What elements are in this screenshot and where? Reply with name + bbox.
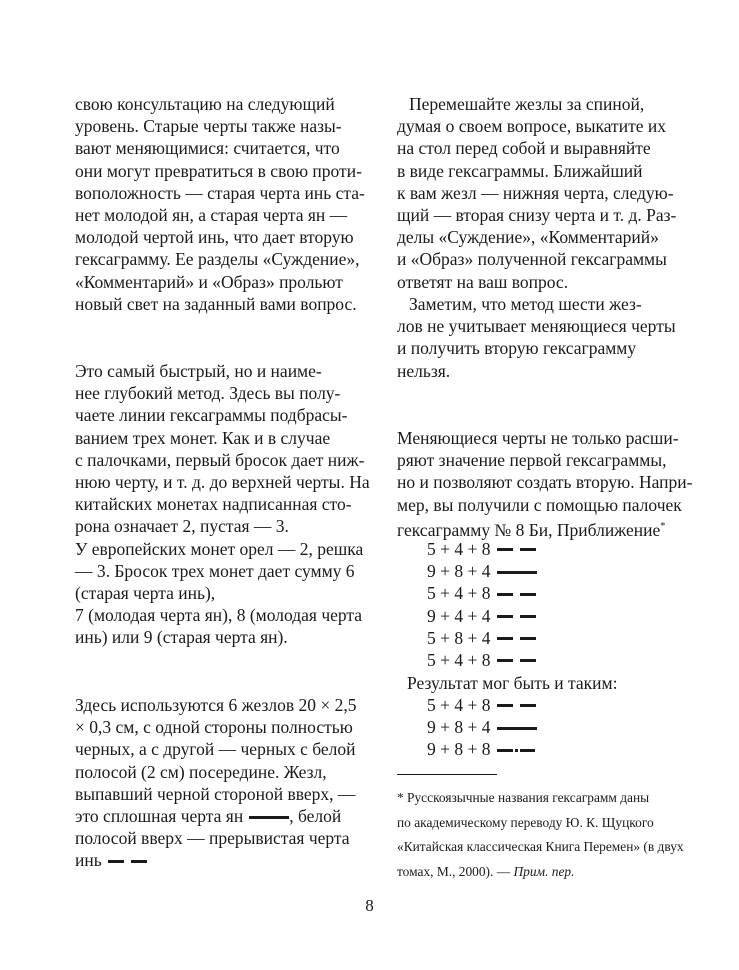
text-line: чаете линии гексаграммы подбрасы-: [75, 405, 348, 426]
old-yin-line-symbol: [497, 738, 535, 760]
yin-line-symbol: [497, 538, 536, 560]
text-line: делы «Суждение», «Комментарий»: [397, 227, 659, 248]
yang-line-symbol: [249, 805, 289, 827]
text-line: воположность — старая черта инь ста-: [75, 182, 365, 203]
text-line: к вам жезл — нижняя черта, следую-: [397, 182, 674, 203]
page-number: 8: [365, 896, 374, 915]
yang-line-tail: , белой: [289, 806, 342, 827]
hexagram-row: [427, 560, 537, 582]
text-line: «Комментарий» и «Образ» прольют: [75, 271, 343, 292]
text-line: выпавший черной стороной вверх, —: [75, 783, 356, 804]
yang-line-symbol: [497, 560, 537, 582]
text-line: гексаграмму. Ее разделы «Суждение»,: [75, 249, 360, 270]
hexagram-row: [427, 716, 537, 738]
text-line: думая о своем вопросе, выкатите их: [397, 116, 666, 137]
text-line: свою консультацию на следующий: [75, 94, 335, 114]
yin-line-symbol: [497, 582, 536, 604]
text-line: нее глубокий метод. Здесь вы полу-: [75, 383, 341, 404]
text-line: Это самый быстрый, но и наиме-: [75, 361, 322, 381]
text-line: но и позволяют создать вторую. Напри-: [397, 472, 693, 493]
text-line: китайских монетах надписанная сто-: [75, 494, 352, 515]
text-line: черных, а с другой — черных с белой: [75, 739, 356, 760]
coin-sum: 9 + 8 + 4: [427, 561, 491, 582]
yang-line-symbol: [497, 716, 537, 738]
text-line: Перемешайте жезлы за спиной,: [409, 94, 645, 114]
hexagram-row: [427, 738, 535, 760]
right-paragraph-3: [397, 427, 697, 541]
hexagram-8-text: гексаграмму № 8 Би, Приближение: [397, 519, 661, 540]
yin-line-symbol: [497, 694, 536, 716]
right-paragraph-1: [397, 93, 697, 293]
footnote-line: томах, М., 2000). — Прим. пер.: [397, 863, 575, 879]
footnote-divider: [397, 774, 497, 775]
text-line: ряют значение первой гексаграммы,: [397, 450, 667, 471]
yang-line-sentence: [75, 805, 387, 827]
left-paragraph-1: [75, 93, 387, 315]
coin-sum: 5 + 4 + 8: [427, 583, 491, 604]
footnote-line: по академическому переводу Ю. К. Щуцкого: [397, 814, 654, 830]
hexagram-row: [427, 627, 536, 649]
text-line: молодой чертой инь, что дает вторую: [75, 227, 354, 248]
hexagram-row: [427, 582, 536, 604]
text-line: ответят на ваш вопрос.: [397, 271, 569, 292]
text-line: с палочками, первый бросок дает ниж-: [75, 449, 365, 470]
text-line: × 0,3 см, с одной стороны полностью: [75, 717, 353, 738]
text-line: ванием трех монет. Как и в случае: [75, 427, 331, 448]
coin-sum: 5 + 8 + 4: [427, 627, 491, 648]
text-line: щий — вторая снизу черта и т. д. Раз-: [397, 205, 677, 226]
coin-sum: 9 + 8 + 4: [427, 717, 491, 738]
text-line: Меняющиеся черты не только расши-: [397, 428, 679, 448]
text-line: нюю черту, и т. д. до верхней черты. На: [75, 472, 370, 493]
yin-line-symbol: [108, 849, 147, 871]
text-line: полосой (2 см) посередине. Жезл,: [75, 761, 327, 782]
left-paragraph-3: [75, 694, 387, 872]
right-paragraph-2: [397, 293, 697, 382]
left-paragraph-2: [75, 360, 387, 649]
yang-line-text: это сплошная черта ян: [75, 806, 244, 827]
coin-sum: 5 + 4 + 8: [427, 650, 491, 670]
text-line: уровень. Старые черты также назы-: [75, 116, 342, 137]
hexagram-row: [427, 694, 536, 716]
coin-sum: 5 + 4 + 8: [427, 539, 491, 559]
text-line: они могут превратиться в свою проти-: [75, 160, 362, 181]
coin-sum: 5 + 4 + 8: [427, 695, 491, 715]
footnote-marker: *: [660, 520, 666, 532]
coin-sum: 9 + 4 + 4: [427, 605, 491, 626]
yin-line-final: [75, 849, 387, 871]
footnote-line: * Русскоязычные названия гексаграмм даны: [397, 790, 650, 805]
text-line: на стол перед собой и выравняйте: [397, 138, 651, 159]
hexagram-row: [427, 605, 536, 627]
result-label: Результат мог быть и таким:: [407, 673, 618, 693]
text-line: Заметим, что метод шести жез-: [409, 294, 642, 314]
yin-line-symbol: [497, 649, 536, 671]
text-line: нельзя.: [397, 360, 451, 381]
text-line: вают меняющимися: считается, что: [75, 138, 340, 159]
yin-line-text: инь: [75, 850, 102, 871]
text-line: (старая черта инь),: [75, 583, 216, 604]
yin-line-symbol: [497, 605, 536, 627]
yin-line-symbol: [497, 627, 536, 649]
coin-sum: 9 + 8 + 8: [427, 739, 491, 760]
hexagram-row: [427, 649, 536, 671]
text-line: и «Образ» полученной гексаграммы: [397, 249, 667, 270]
footnote: [397, 786, 702, 884]
text-line: нет молодой ян, а старая черта ян —: [75, 205, 348, 226]
yin-line-sentence: полосой вверх — прерывистая черта: [75, 828, 350, 849]
footnote-line: «Китайская классическая Книга Перемен» (в двух: [397, 839, 684, 855]
hexagram-row: [427, 538, 536, 560]
text-line: в виде гексаграммы. Ближайший: [397, 160, 643, 181]
text-line: инь) или 9 (старая черта ян).: [75, 627, 288, 648]
text-line: лов не учитывает меняющиеся черты: [397, 316, 676, 337]
text-line: рона означает 2, пустая — 3.: [75, 516, 289, 537]
text-line: новый свет на заданный вами вопрос.: [75, 293, 357, 314]
text-line: 7 (молодая черта ян), 8 (молодая черта: [75, 605, 363, 626]
text-line: мер, вы получили с помощью палочек: [397, 494, 682, 515]
translator-note: Прим. пер.: [513, 863, 575, 879]
text-line: У европейских монет орел — 2, решка: [75, 538, 364, 559]
text-line: — 3. Бросок трех монет дает сумму 6: [75, 560, 355, 581]
text-line: Здесь используются 6 жезлов 20 × 2,5: [75, 695, 357, 715]
text-line: и получить вторую гексаграмму: [397, 338, 637, 359]
